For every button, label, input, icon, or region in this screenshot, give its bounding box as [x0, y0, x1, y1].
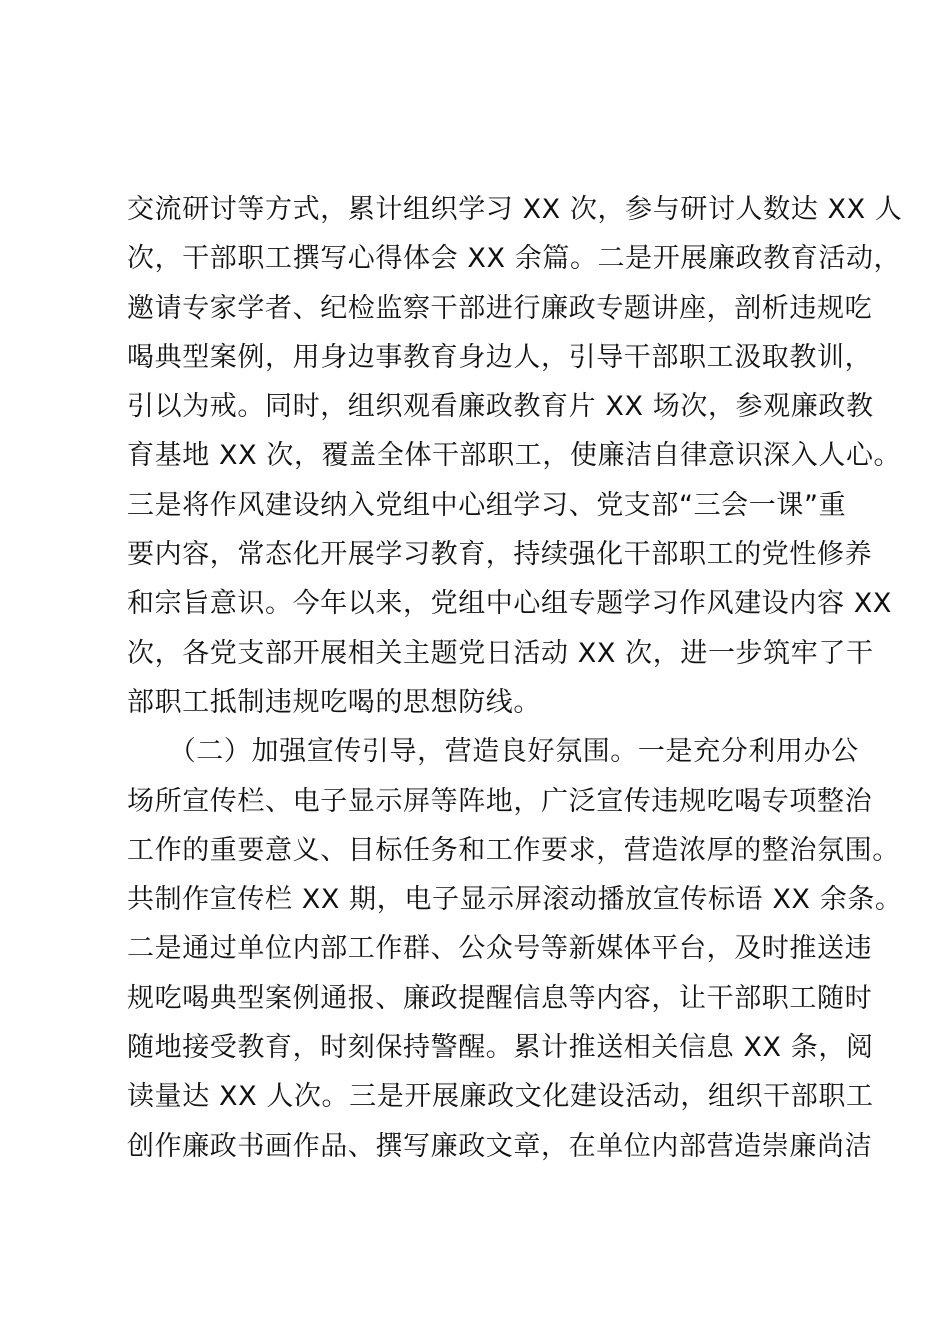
text-line: 次，各党支部开展相关主题党日活动 XX 次，进一步筑牢了干 [127, 637, 874, 669]
text-line: 三是将作风建设纳入党组中心组学习、党支部“三会一课”重 [127, 489, 847, 521]
text-line: 邀请专家学者、纪检监察干部进行廉政专题讲座，剖析违规吃 [127, 292, 873, 324]
text-line: 喝典型案例，用身边事教育身边人，引导干部职工汲取教训， [127, 341, 873, 373]
text-line: 要内容，常态化开展学习教育，持续强化干部职工的党性修养 [127, 539, 873, 571]
text-line: 交流研讨等方式，累计组织学习 XX 次，参与研讨人数达 XX 人 [127, 194, 903, 225]
body-text [127, 185, 903, 1171]
text-line: 育基地 XX 次，覆盖全体干部职工，使廉洁自律意识深入人心。 [127, 440, 902, 472]
text-line: 读量达 XX 人次。三是开展廉政文化建设活动，组织干部职工 [127, 1081, 874, 1113]
text-line: 引以为戒。同时，组织观看廉政教育片 XX 场次，参观廉政教 [127, 391, 874, 423]
text-line: 规吃喝典型案例通报、廉政提醒信息等内容，让干部职工随时 [127, 982, 873, 1014]
text-line: 次，干部职工撰写心得体会 XX 余篇。二是开展廉政教育活动， [127, 243, 902, 275]
text-line: 部职工抵制违规吃喝的思想防线。 [127, 686, 541, 718]
text-line: 二是通过单位内部工作群、公众号等新媒体平台，及时推送违 [127, 933, 873, 965]
text-line: 随地接受教育，时刻保持警醒。累计推送相关信息 XX 条，阅 [127, 1032, 874, 1064]
text-line: 和宗旨意识。今年以来，党组中心组专题学习作风建设内容 XX [127, 588, 892, 620]
text-line: 共制作宣传栏 XX 期，电子显示屏滚动播放宣传标语 XX 余条。 [127, 884, 903, 916]
text-line: 创作廉政书画作品、撰写廉政文章，在单位内部营造崇廉尚洁 [127, 1130, 873, 1162]
section-heading-line: （二）加强宣传引导，营造良好氛围。一是充分利用办公 [127, 736, 859, 768]
text-line: 工作的重要意义、目标任务和工作要求，营造浓厚的整治氛围。 [127, 834, 900, 866]
text-line: 场所宣传栏、电子显示屏等阵地，广泛宣传违规吃喝专项整治 [127, 785, 873, 817]
